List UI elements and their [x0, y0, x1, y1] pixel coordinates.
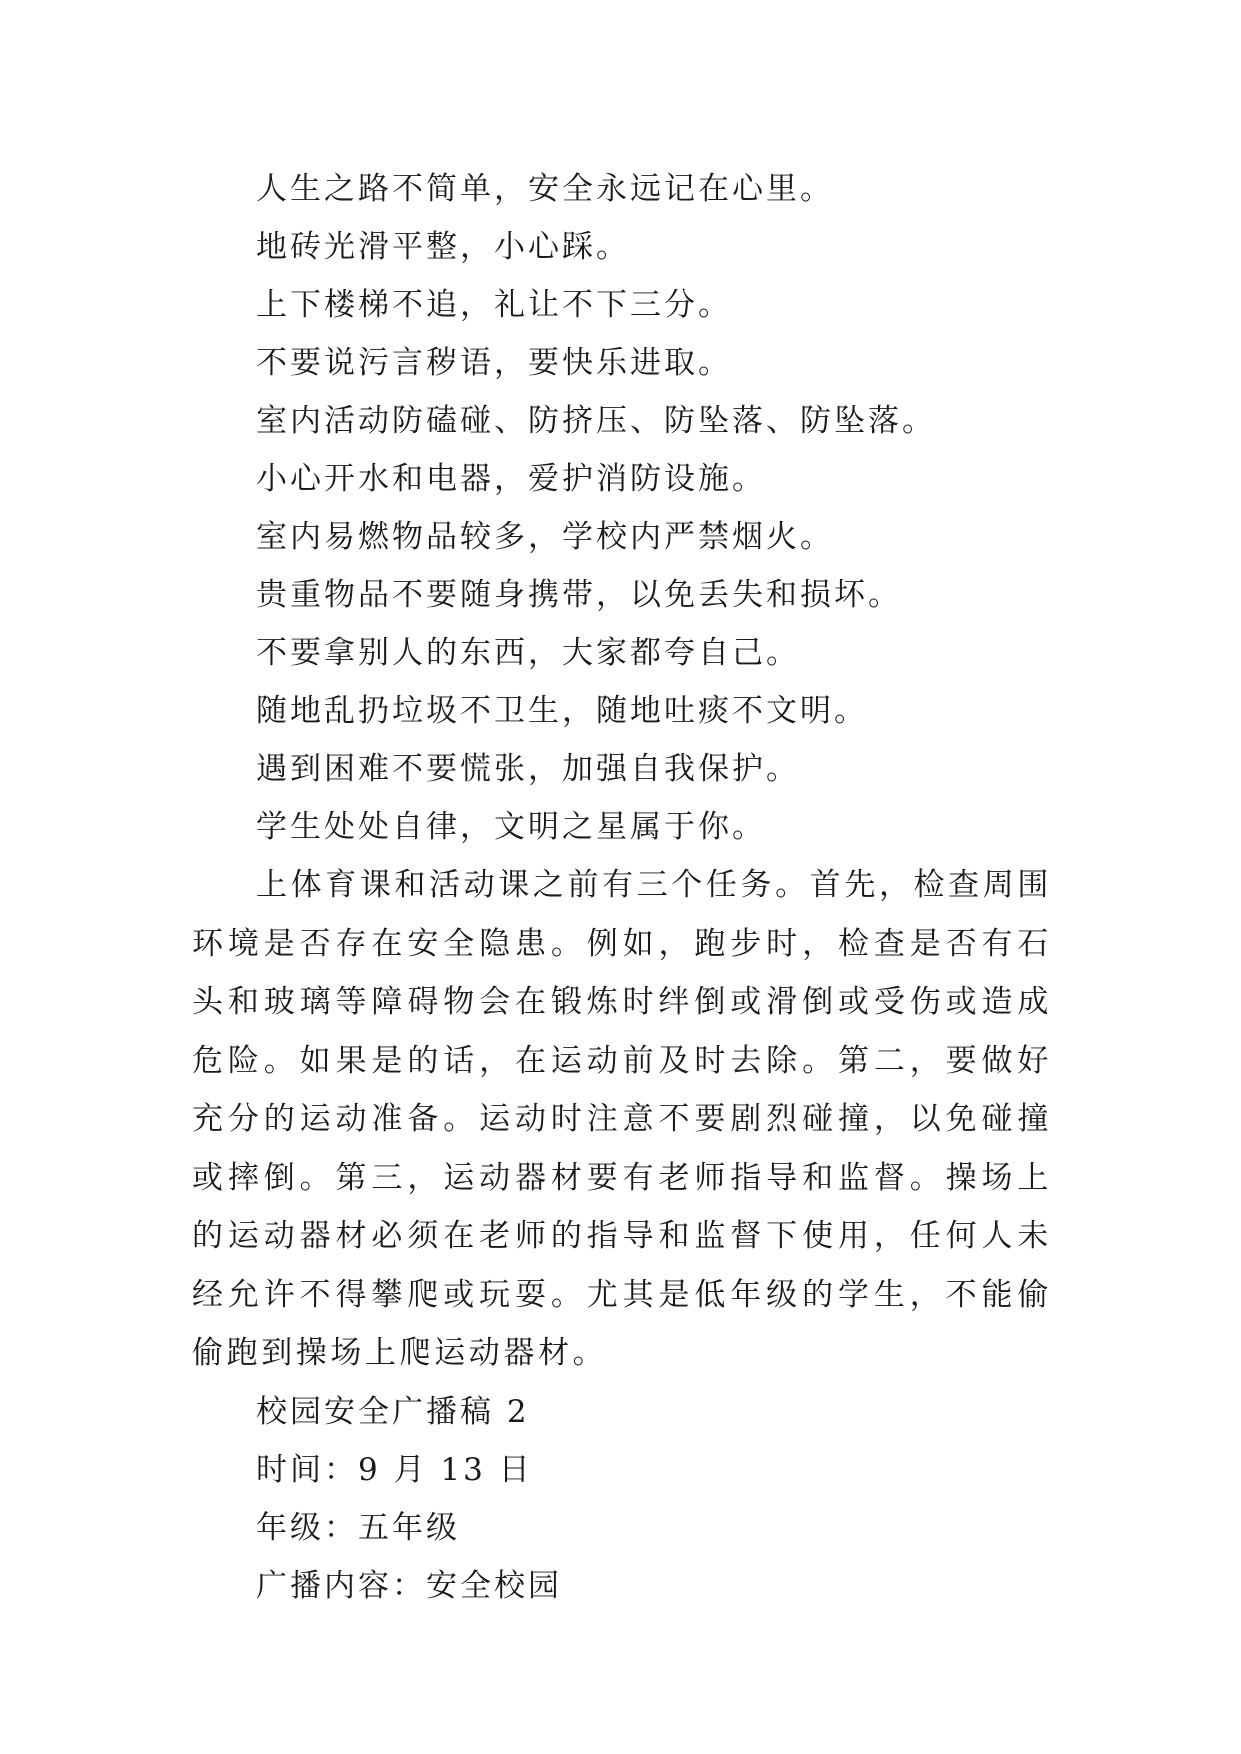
text-line: 随地乱扔垃圾不卫生，随地吐痰不文明。 [256, 693, 868, 729]
text-line: 学生处处自律，文明之星属于你。 [256, 809, 766, 845]
text-line: 不要拿别人的东西，大家都夸自己。 [256, 635, 800, 671]
text-line: 小心开水和电器，爱护消防设施。 [256, 461, 766, 497]
grade-line: 年级：五年级 [256, 1509, 460, 1546]
time-line: 时间：9 月 13 日 [256, 1451, 533, 1488]
text-line: 地砖光滑平整，小心踩。 [256, 229, 630, 265]
text-line: 贵重物品不要随身携带，以免丢失和损坏。 [256, 577, 902, 613]
text-line: 室内易燃物品较多，学校内严禁烟火。 [256, 519, 834, 555]
text-line: 不要说污言秽语，要快乐进取。 [256, 345, 732, 381]
text-line: 上下楼梯不追，礼让不下三分。 [256, 287, 732, 323]
text-line: 遇到困难不要慌张，加强自我保护。 [256, 751, 800, 787]
content-line: 广播内容：安全校园 [256, 1567, 562, 1604]
document-body [192, 160, 1052, 1615]
body-paragraph: 上体育课和活动课之前有三个任务。首先，检查周围环境是否存在安全隐患。例如，跑步时，检查是否有石头和玻璃等障碍物会在锻炼时绊倒或滑倒或受伤或造成危险。如果是的话，在运动前及时去除。第二，要做好充分的运动准备。运动时注意不要剧烈碰撞，以免碰撞或摔倒。第三，运动器材要有老师指导和监督。操场上的运动器材必须在老师的指导和监督下使用，任何人未经允许不得攀爬或玩耍。尤其是低年级的学生，不能偷偷跑到操场上爬运动器材。 [192, 867, 1052, 1371]
text-line: 人生之路不简单，安全永远记在心里。 [256, 171, 834, 207]
text-line: 室内活动防磕碰、防挤压、防坠落、防坠落。 [256, 403, 936, 439]
section-title: 校园安全广播稿 2 [256, 1393, 530, 1430]
